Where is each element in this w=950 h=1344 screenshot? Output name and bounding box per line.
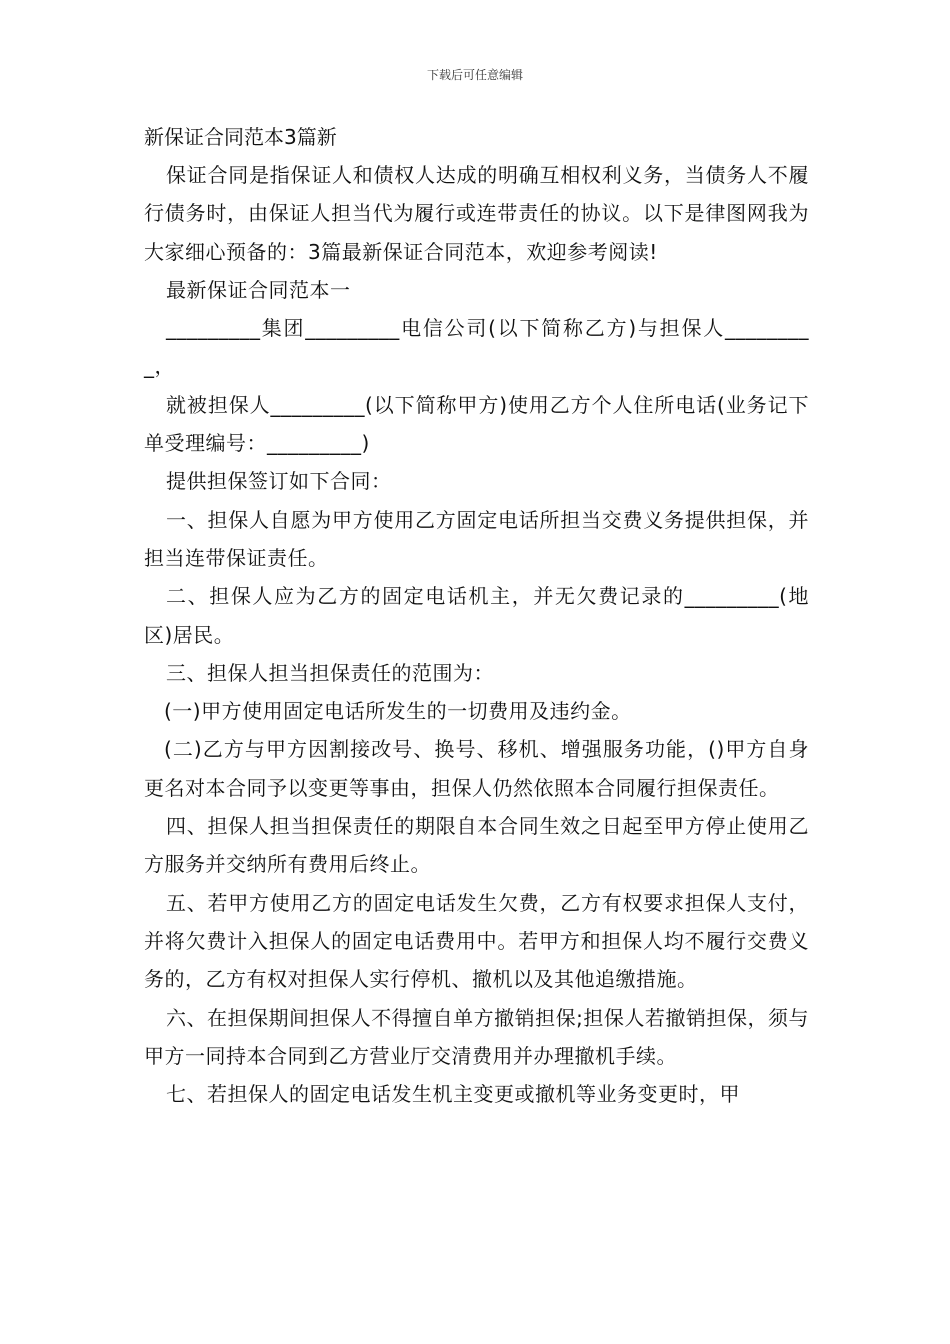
paragraph-sample-heading: 最新保证合同范本一	[166, 277, 351, 302]
clause-5: 五、若甲方使用乙方的固定电话发生欠费，乙方有权要求担保人支付，并将欠费计入担保人的固定电话费用中。若甲方和担保人均不履行交费义务的，乙方有权对担保人实行停机、撤机以及其他追缴措施。	[144, 890, 809, 992]
clause-7: 七、若担保人的固定电话发生机主变更或撤机等业务变更时，甲	[166, 1082, 740, 1107]
clause-3: 三、担保人担当担保责任的范围为：	[166, 660, 494, 685]
clause-3-item-2: (二)乙方与甲方因割接改号、换号、移机、增强服务功能，()甲方自身更名对本合同予以变更等事由，担保人仍然依照本合同履行担保责任。	[144, 737, 809, 800]
paragraph-parties: _________集团_________电信公司(以下简称乙方)与担保人_________，	[144, 316, 809, 379]
paragraph-guaranteed-party: 就被担保人_________(以下简称甲方)使用乙方个人住所电话(业务记下单受理编号：_________)	[144, 392, 809, 456]
clause-6: 六、在担保期间担保人不得擅自单方撤销担保;担保人若撤销担保，须与甲方一同持本合同到乙方营业厅交清费用并办理撤机手续。	[144, 1005, 809, 1068]
paragraph-agreement-lead: 提供担保签订如下合同：	[166, 469, 392, 494]
document-title: 新保证合同范本3篇新	[144, 125, 337, 149]
clause-3-item-1: (一)甲方使用固定电话所发生的一切费用及违约金。	[164, 699, 632, 724]
paragraph-intro: 保证合同是指保证人和债权人达成的明确互相权利义务，当债务人不履行债务时，由保证人担当代为履行或连带责任的协议。以下是律图网我为大家细心预备的：3篇最新保证合同范本，欢迎参考阅读!	[144, 163, 809, 264]
clause-1: 一、担保人自愿为甲方使用乙方固定电话所担当交费义务提供担保，并担当连带保证责任。	[144, 507, 809, 570]
document-body	[144, 118, 809, 1113]
clause-4: 四、担保人担当担保责任的期限自本合同生效之日起至甲方停止使用乙方服务并交纳所有费用后终止。	[144, 814, 809, 877]
header-note: 下载后可任意编辑	[426, 68, 523, 82]
clause-2: 二、担保人应为乙方的固定电话机主，并无欠费记录的_________(地区)居民。	[144, 584, 809, 647]
